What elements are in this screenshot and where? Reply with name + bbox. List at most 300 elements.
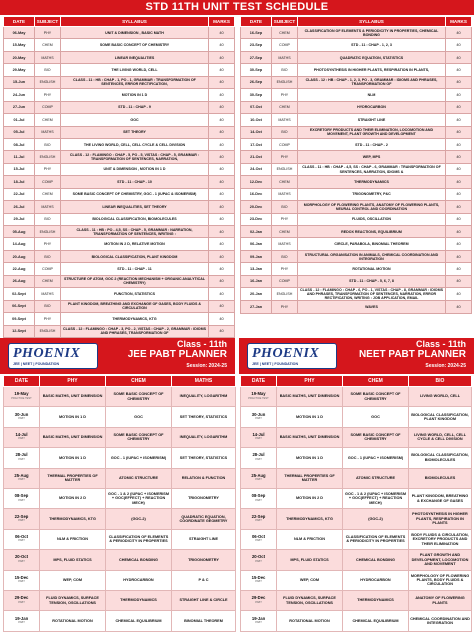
chem-cell: (GOC-2) [106,509,172,529]
neet-planner-header [239,338,474,374]
chem-cell: HYDROCARBON [106,570,172,590]
date-cell: 07-Oct [241,101,272,113]
date-cell: 05-Jul [4,126,35,138]
phy-cell: MOTION IN 1 D [40,407,106,427]
marks-header: MARKS [446,17,472,27]
date-cell [4,570,40,590]
date-cell: 22-Aug [4,263,35,275]
marks-cell: 40 [446,188,472,200]
maths-cell: TRIGONOMETRY [172,550,236,570]
syllabus-cell: FUNCTION, STATISTICS [61,288,209,300]
syllabus-cell: WEP, MPS [298,151,446,163]
syllabus-cell: STD - 11 : CHAP - 11 [61,263,209,275]
marks-cell: 40 [209,176,235,188]
date-cell: 02-Jan [241,226,272,238]
phy-cell: ROTATIONAL MOTION [40,611,106,631]
subject-cell: CHEM [272,226,298,238]
subject-cell: COMP [35,101,61,113]
date-text: 25-Aug [251,472,266,478]
table-row [241,27,472,39]
date-cell [4,468,40,488]
table-row [4,126,235,138]
table-row [4,27,235,39]
test-type-label: PABT [18,437,25,441]
maths-cell: P & C [172,570,236,590]
syllabus-header: SYLLABUS [298,17,446,27]
table-row [4,529,236,549]
marks-cell: 40 [209,325,235,337]
table-row [241,138,472,150]
subject-cell: PHY [272,89,298,101]
marks-cell: 40 [209,39,235,51]
date-text: 08-Sep [14,493,29,499]
test-type-label: PABT [18,498,25,502]
date-cell: 23-Sep [241,39,272,51]
table-row [241,213,472,225]
subject-cell: MATHS [35,288,61,300]
chem-cell: GOC [343,407,409,427]
planner-header-row [241,376,472,387]
marks-cell: 40 [446,27,472,39]
date-cell: 09-Jan [241,250,272,262]
table-row [4,509,236,529]
table-row [4,550,236,570]
table-row [241,529,472,549]
marks-cell: 40 [446,176,472,188]
subject-header: SUBJECT [35,17,61,27]
phy-header: PHY [40,376,106,387]
table-row [4,238,235,250]
date-cell: 20-May [4,51,35,63]
marks-cell: 40 [209,163,235,175]
phy-cell: FLUID DYNAMICS, SURFACE TENSION, OSCILLATIONS [40,590,106,610]
date-cell [4,448,40,468]
date-text: 08-Sep [251,493,266,499]
date-text: 19-Jan [14,615,29,621]
marks-cell: 40 [209,101,235,113]
marks-cell: 40 [209,27,235,39]
marks-cell: 40 [446,89,472,101]
syllabus-cell: STRUCTURE OF ATOM, GOC 2 (REACTION MECHANISM + ORGANIC ANALYTICAL CHEMISTRY) [61,275,209,287]
date-cell: 18-Jul [4,176,35,188]
date-text: 20-Oct [14,554,29,560]
syllabus-cell: CLASS - 12 : FLAMINGO : CHAP - 5, PO - 5, VISTAS : CHAP - 5, GRAMMAR : TRANSFORMATION OF SENTENCES, NARRATION, [61,151,209,163]
marks-cell: 40 [446,138,472,150]
phy-cell: THERMAL PROPERTIES OF MATTER [40,468,106,488]
chem-cell: SOME BASIC CONCEPT OF CHEMISTRY [106,427,172,447]
date-cell: 30-Sep [241,89,272,101]
chem-cell: GOC [106,407,172,427]
table-row [241,176,472,188]
date-cell [241,529,277,549]
date-cell: 14-Oct [241,126,272,138]
marks-cell: 40 [446,275,472,287]
subject-cell: PHY [35,313,61,325]
phy-cell: THERMAL PROPERTIES OF MATTER [277,468,343,488]
table-row [4,39,235,51]
chem-cell: ATOMIC STRUCTURE [106,468,172,488]
syllabus-cell: UNIT & DIMENSION , MOTION IN 1 D [61,163,209,175]
test-type-label: PABT [255,437,262,441]
date-cell: 23-Dec [241,213,272,225]
date-text: 28-Jul [15,452,28,458]
table-row [241,39,472,51]
date-text: 28-Jul [252,452,265,458]
subject-cell: MATHS [272,51,298,63]
date-cell [4,488,40,508]
session-label: Session: 2024-25 [186,363,227,369]
table-row [4,611,236,631]
table-row [4,213,235,225]
syllabus-cell: THERMODYNAMICS [298,176,446,188]
table-row [4,488,236,508]
marks-cell: 40 [209,238,235,250]
date-cell: 20-Jan [241,288,272,301]
subject-cell: CHEM [35,114,61,126]
syllabus-cell: CLASSIFICATION OF ELEMENTS & PERIODICITY IN PROPERTIES, CHEMICAL BONDING [298,27,446,39]
phy-cell: BASIC MATHS, UNIT DIMENSION [40,427,106,447]
date-cell: 27-Sep [241,51,272,63]
maths-cell: STRAIGHT LINE [172,529,236,549]
date-cell: 12-Dec [241,176,272,188]
table-row [4,275,235,287]
date-cell: 08-Jul [4,138,35,150]
marks-cell: 40 [209,288,235,300]
date-cell: 29-May [4,64,35,76]
date-text: 20-Oct [251,554,266,560]
table-row [241,427,472,447]
test-type-label: PABT [255,457,262,461]
marks-header: MARKS [209,17,235,27]
phy-cell: BASIC MATHS, UNIT DIMENSION [277,387,343,407]
chem-cell: GOC - 1 (IUPAC + ISOMERISM) [106,448,172,468]
phoenix-logo [247,343,337,369]
syllabus-cell: CLASS - 11 : HB : CHAP - 1, PO - 1, GRAMMAR : TRANSFORMATION OF SENTENCES, ERROR RECTIFICATION, [61,76,209,88]
subject-cell: ENGLISH [272,288,298,301]
date-cell: 27-Jan [241,301,272,313]
date-text: 25-Aug [14,472,29,478]
table-row [4,89,235,101]
syllabus-cell: CLASS - 11 : HB : CHAP - 4,5, SS : CHAP - 6, GRAMMAR : TRANSFORMATION OF SENTENCES, NARRATION, IDIOMS & [298,163,446,175]
marks-cell: 40 [446,76,472,88]
date-cell [241,488,277,508]
table-row [241,407,472,427]
subject-cell: COMP [272,39,298,51]
chem-cell: GOC - 1 (IUPAC + ISOMERISM) [343,448,409,468]
subject-header: SUBJECT [272,17,298,27]
phy-cell: THERMODYNAMICS, KTG [40,509,106,529]
marks-cell: 40 [446,64,472,76]
phy-cell: MOTION IN 2 D [277,488,343,508]
table-row [4,448,236,468]
marks-cell: 40 [209,114,235,126]
phy-cell: MOTION IN 1 D [277,448,343,468]
bio-cell: PHOTOSYNTHESIS IN HIGHER PLANTS, RESPIRATION IN PLANTS [409,509,472,529]
table-row [4,188,235,200]
maths-cell: SET THEORY, STATISTICS [172,448,236,468]
date-cell [4,407,40,427]
syllabus-cell: STD - 11 : CHAP - 9 [61,101,209,113]
table-row [4,226,235,238]
chem-cell: (GOC-2) [343,509,409,529]
marks-cell: 40 [209,89,235,101]
syllabus-cell: THE LIVING WORLD, CELL [61,64,209,76]
marks-cell: 40 [446,263,472,275]
syllabus-cell: HYDROCARBON [298,101,446,113]
bio-cell: BIOLOGICAL CLASSIFICATION, PLANT KINGDOM [409,407,472,427]
table-row [4,570,236,590]
subject-cell: BIO [35,250,61,262]
test-type-label: PABT [18,519,25,523]
table-row [4,201,235,213]
date-cell: 21-Oct [241,151,272,163]
table-row [241,201,472,213]
subject-cell: COMP [35,176,61,188]
marks-cell: 40 [209,76,235,88]
table-row [4,300,235,312]
logo-tagline: JEE | NEET | FOUNDATION [252,362,299,366]
date-text: 14-Jul [252,432,265,438]
subject-cell: ENGLISH [35,76,61,88]
date-cell [241,387,277,407]
syllabus-cell: THERMODYNAMICS, KTG [61,313,209,325]
marks-cell: 40 [446,301,472,313]
date-cell: 30-Sep [241,64,272,76]
test-type-label: PABT [255,417,262,421]
date-cell [241,509,277,529]
syllabus-cell: GOC [61,114,209,126]
date-cell: 24-Jun [4,89,35,101]
chem-cell: CHEMICAL BONDING [106,550,172,570]
table-row [241,263,472,275]
marks-cell: 40 [209,51,235,63]
date-header: DATE [241,17,272,27]
date-cell: 24-Oct [241,163,272,175]
syllabus-cell: EXCRETORY PRODUCTS AND THEIR ELIMINATION, LOCOMOTION AND MOVEMENT, PLANT GROWTH AND DEVELOPMENT [298,126,446,138]
phy-cell: THERMODYNAMICS, KTG [277,509,343,529]
bio-cell: LIVING WORLD, CELL, CELL CYCLE & CELL DIVISION [409,427,472,447]
date-header: DATE [4,376,40,387]
syllabus-cell: MORPHOLOGY OF FLOWERING PLANTS, ANATOMY OF FLOWERING PLANTS, NEURAL CONTROL AND COORDINATION [298,201,446,213]
date-header: DATE [241,376,277,387]
bio-cell: ANATOMY OF FLOWERING PLANTS [409,590,472,610]
unit-test-header-row [4,17,235,27]
syllabus-cell: BIOLOGICAL CLASSIFICATION, PLANT KINGDOM [61,250,209,262]
table-row [241,76,472,88]
bio-cell: PLANT KINGDOM, BREATHING & EXCHANGE OF GASES [409,488,472,508]
marks-cell: 40 [446,126,472,138]
date-text: 15-Dec [14,574,29,580]
table-row [241,590,472,610]
maths-cell: TRIGONOMETRY [172,488,236,508]
test-type-label: PABT [18,620,25,624]
neet-planner-table [240,375,472,632]
logo-wordmark: PHOENIX [13,346,81,361]
date-cell: 12-Sept [4,325,35,337]
syllabus-cell: STD - 11 : CHAP - 10 [61,176,209,188]
subject-cell: ENGLISH [272,76,298,88]
subject-cell: COMP [272,138,298,150]
marks-cell: 40 [446,250,472,262]
phy-cell: BASIC MATHS, UNIT DIMENSION [277,427,343,447]
date-cell [4,427,40,447]
test-type-label: PABT [18,559,25,563]
syllabus-header: SYLLABUS [61,17,209,27]
table-row [241,611,472,631]
maths-cell: SET THEORY, STATISTICS [172,407,236,427]
test-type-label: PRACTICE TEST [11,396,32,400]
phy-cell: NLM & FRICTION [277,529,343,549]
table-row [241,468,472,488]
date-text: 30-Jun [251,411,266,417]
date-cell [241,611,277,631]
maths-cell: RELATION & FUNCTION [172,468,236,488]
syllabus-cell: STD - 11 : CHAP - 5, 6, 7, 8 [298,275,446,287]
subject-cell: BIO [35,213,61,225]
table-row [4,250,235,262]
date-cell: 02-Sept [4,288,35,300]
maths-cell: STRAIGHT LINE & CIRCLE [172,590,236,610]
date-cell [4,550,40,570]
phy-cell: MPS, FLUID STATICS [277,550,343,570]
table-row [4,163,235,175]
maths-cell: QUADRATIC EQUATION, COORDINATE GEOMETRY [172,509,236,529]
subject-cell: COMP [35,263,61,275]
phy-cell: MOTION IN 1 D [40,448,106,468]
marks-cell: 40 [446,151,472,163]
table-row [241,51,472,63]
date-cell: 11-Jul [4,151,35,163]
test-type-label: PABT [255,478,262,482]
table-row [241,550,472,570]
test-type-label: PABT [18,478,25,482]
table-row [4,101,235,113]
syllabus-cell: STD - 11 : CHAP - 2 [298,138,446,150]
table-row [4,138,235,150]
syllabus-cell: REDOX REACTIONS, EQUILIBRIUM [298,226,446,238]
phy-header: PHY [277,376,343,387]
subject-cell: COMP [272,275,298,287]
table-row [241,448,472,468]
date-cell: 15-Jul [4,163,35,175]
bio-cell: PLANT GROWTH AND DEVELOPMENT, LOCOMOTION AND MOVEMENT [409,550,472,570]
date-cell: 15-May [4,39,35,51]
subject-cell: PHY [35,27,61,39]
date-cell: 16-Jan [241,275,272,287]
phy-cell: MOTION IN 2 D [40,488,106,508]
date-cell: 10-Oct [241,114,272,126]
bio-cell: BIOMOLECULES [409,468,472,488]
marks-cell: 40 [209,313,235,325]
syllabus-cell: NLM [298,89,446,101]
marks-cell: 40 [209,300,235,312]
table-row [241,151,472,163]
table-row [4,76,235,88]
table-row [241,114,472,126]
table-row [4,325,235,337]
subject-cell: ENGLISH [35,325,61,337]
syllabus-cell: STD - 11 : CHAP - 1, 2, 3 [298,39,446,51]
phy-cell: WEP, COM [40,570,106,590]
class-label: Class - 11th [176,339,227,349]
table-row [4,387,236,407]
table-row [4,263,235,275]
subject-cell: BIO [272,64,298,76]
page-title: STD 11TH UNIT TEST SCHEDULE [0,0,474,15]
test-type-label: PABT [255,600,262,604]
syllabus-cell: SET THEORY [61,126,209,138]
chem-cell: SOME BASIC CONCEPT OF CHEMISTRY [106,387,172,407]
table-row [241,488,472,508]
syllabus-cell: CLASS - 12 : FLAMINGO : CHAP - 6, PO - 1, VISTAS : CHAP - 8, GRAMMAR : IDIOMS AND PHRASES, TRANSFORMATION OF SENTENCES, NARRATION, ERROR RECTIFICATION, WRITING : JOB APPLICATION, EMAIL [298,288,446,301]
date-text: 19-May [14,391,29,397]
date-cell [241,550,277,570]
date-text: 19-May [251,391,266,397]
chem-cell: CHEMICAL EQUILIBRIUM [343,611,409,631]
phoenix-logo [8,343,98,369]
phy-cell: FLUID DYNAMICS, SURFACE TENSION, OSCILLATIONS [277,590,343,610]
syllabus-cell: STRUCTURAL ORGANISATION IN ANIMALS, CHEMICAL COORDINATION AND INTEGRATION [298,250,446,262]
date-cell: 13-Jan [241,263,272,275]
unit-test-header-row [241,17,472,27]
chem-cell: SOME BASIC CONCEPT OF CHEMISTRY [343,387,409,407]
date-text: 06-Oct [251,534,266,540]
maths-cell: INEQUALITY, LOGARITHM [172,387,236,407]
date-cell: 05-Aug [4,226,35,238]
table-row [241,275,472,287]
marks-cell: 40 [209,138,235,150]
date-text: 14-Jul [15,432,28,438]
date-cell: 09-Sept [4,313,35,325]
chem-cell: CHEMICAL EQUILIBRIUM [106,611,172,631]
date-cell: 16-Sep [241,27,272,39]
date-cell: 29-Jul [4,213,35,225]
subject-cell: CHEM [272,101,298,113]
class-label: Class - 11th [415,339,466,349]
test-type-label: PABT [18,539,25,543]
marks-cell: 40 [209,188,235,200]
date-cell: 16-Dec [241,188,272,200]
syllabus-cell: BIOLOGICAL CLASSIFICATION, BIOMOLECULES [61,213,209,225]
syllabus-cell: STRAIGHT LINE [298,114,446,126]
subject-cell: MATHS [35,126,61,138]
date-cell [241,468,277,488]
table-row [241,238,472,250]
syllabus-cell: PHOTOSYNTHESIS IN HIGHER PLANTS, RESPIRATION IN PLANTS, [298,64,446,76]
syllabus-cell: LINEAR INEQUALITIES [61,51,209,63]
test-type-label: PABT [18,600,25,604]
test-type-label: PABT [255,559,262,563]
date-cell [4,387,40,407]
planner-header-band [0,338,474,374]
chem-cell: THERMODYNAMICS [106,590,172,610]
table-row [4,176,235,188]
subject-cell: BIO [35,64,61,76]
date-text: 06-Oct [14,534,29,540]
table-row [4,407,236,427]
syllabus-cell: PLANT KINGDOM, BREATHING AND EXCHANGE OF GASES, BODY FLUIDS & CIRCULATION [61,300,209,312]
maths-cell: INEQUALITY, LOGARITHM [172,427,236,447]
subject-cell: BIO [35,300,61,312]
test-type-label: PABT [255,519,262,523]
table-row [4,468,236,488]
bio-cell: LIVING WORLD, CELL [409,387,472,407]
syllabus-cell: FLUIDS, OSCILLATION [298,213,446,225]
marks-cell: 40 [446,163,472,175]
chem-cell: THERMODYNAMICS [343,590,409,610]
unit-test-table-right [240,16,472,314]
session-label: Session: 2024-25 [425,363,466,369]
